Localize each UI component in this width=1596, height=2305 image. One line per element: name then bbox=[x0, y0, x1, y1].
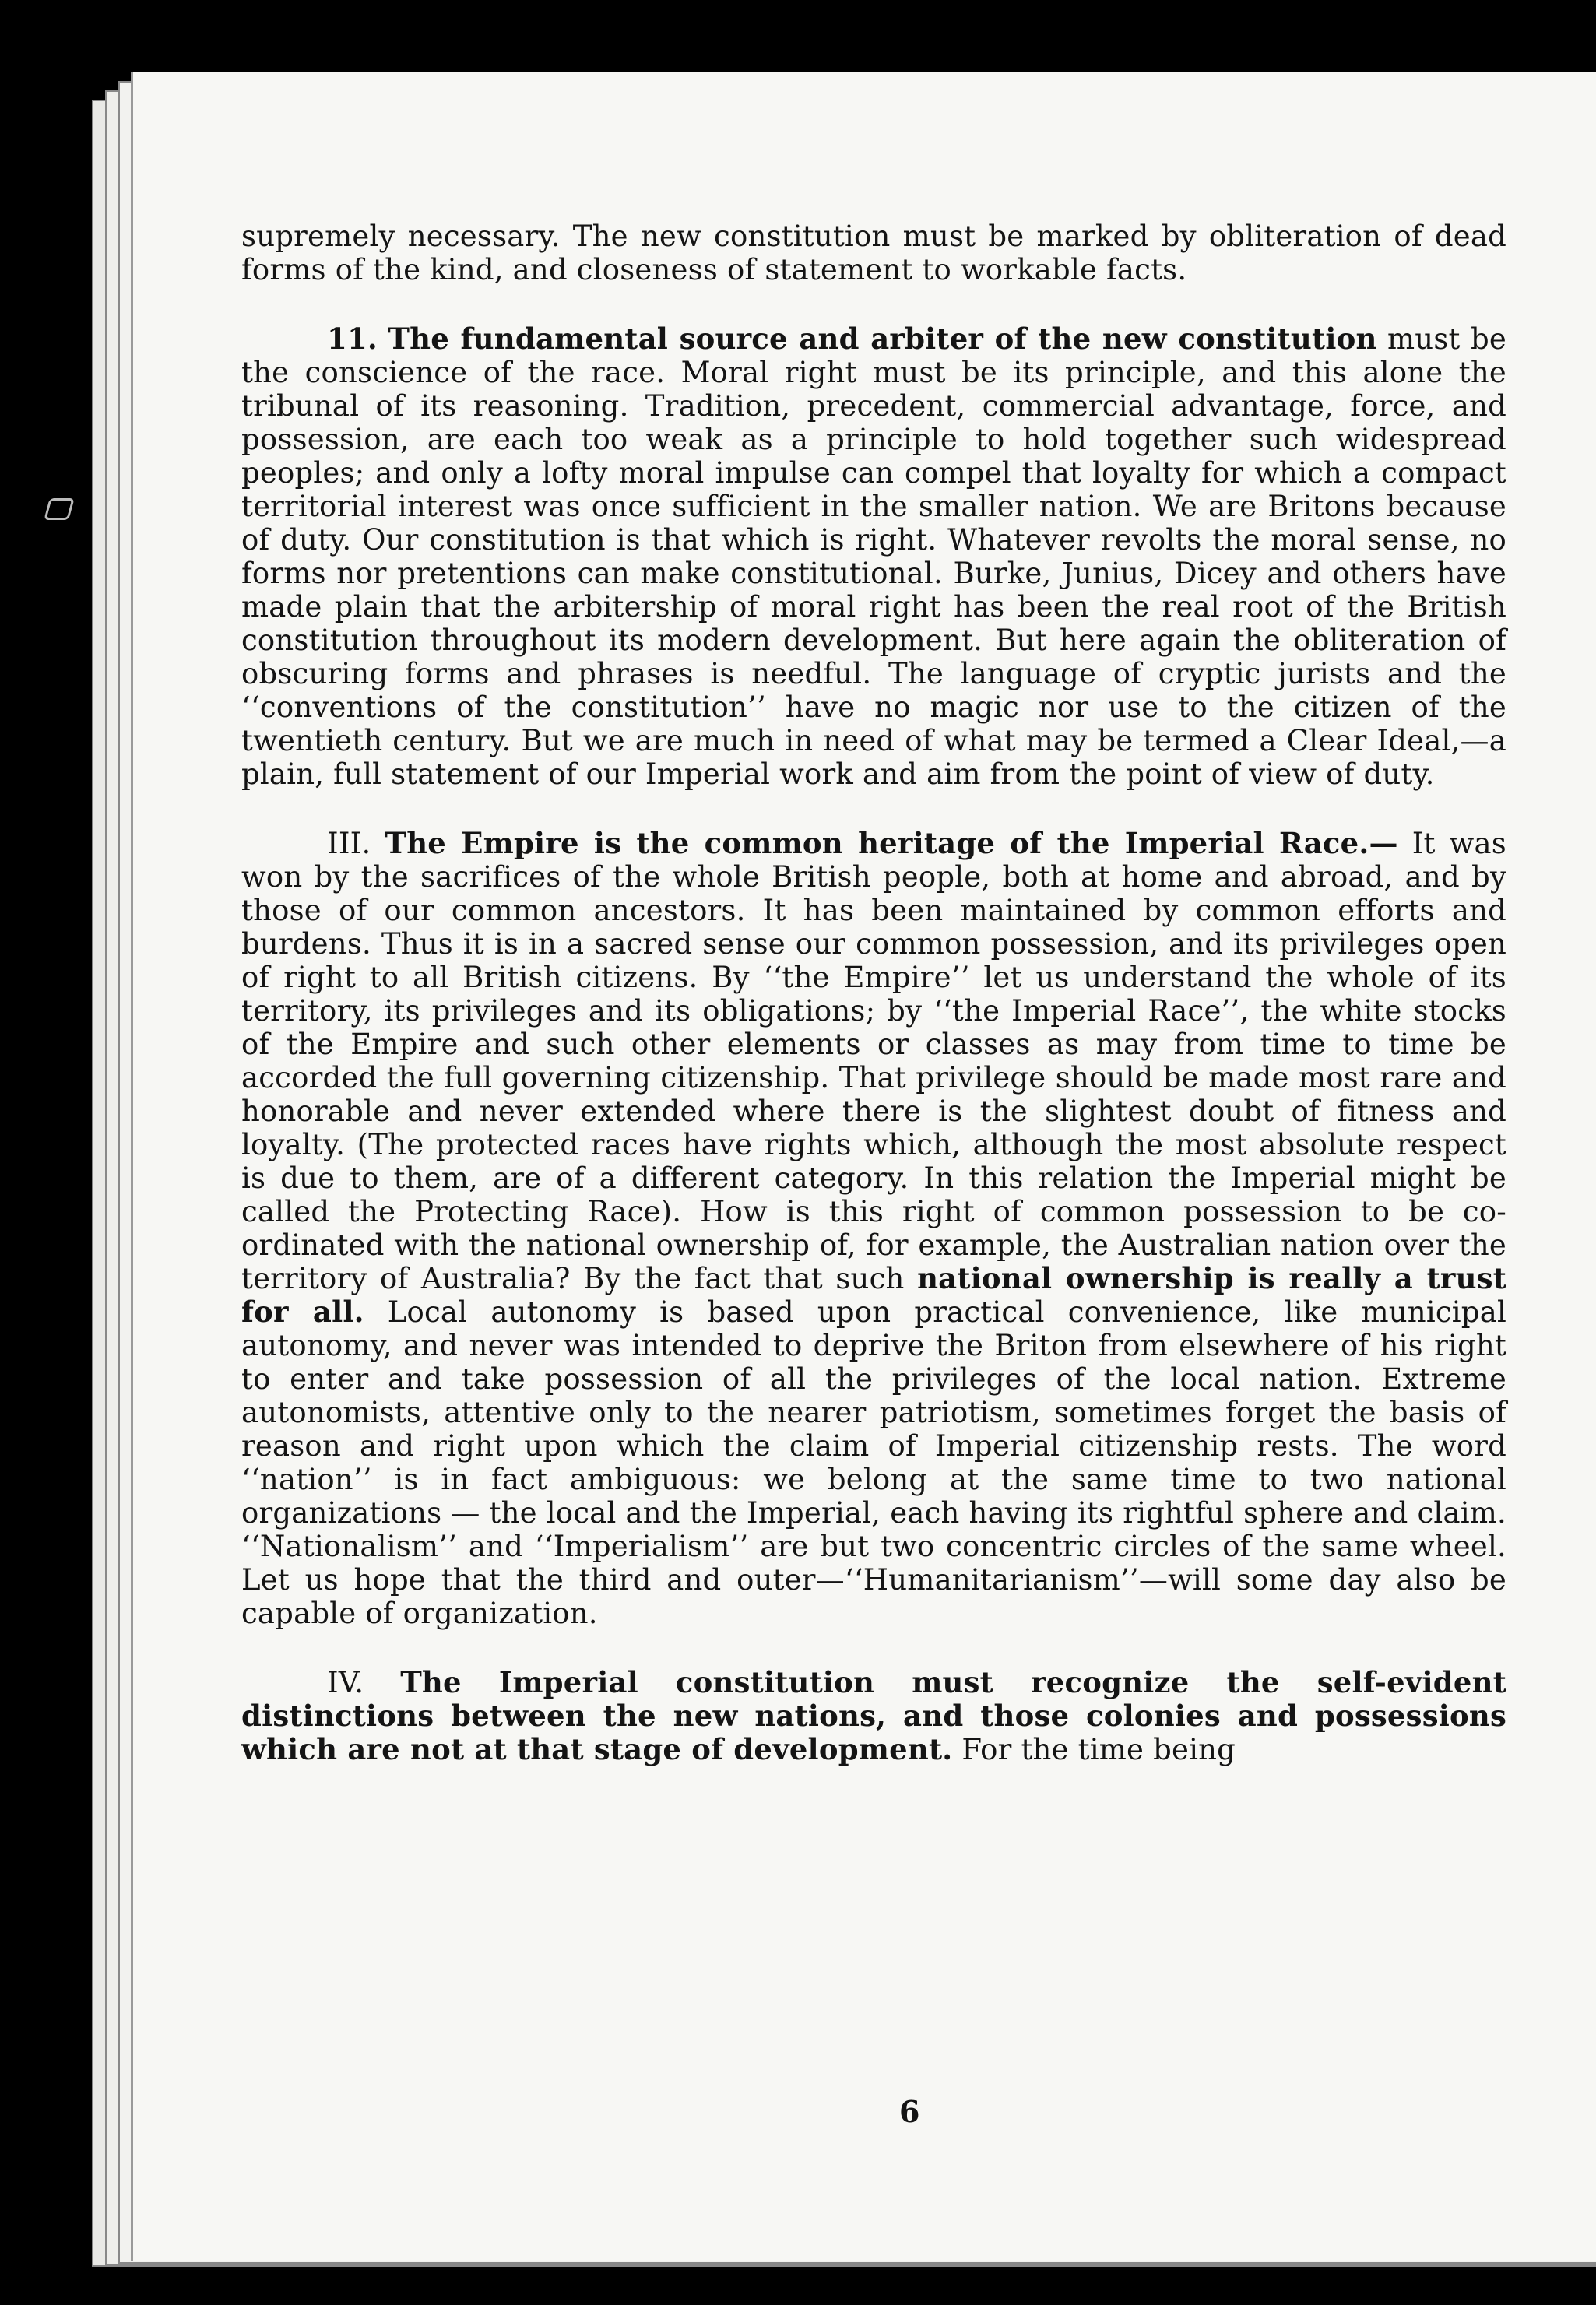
page-text bbox=[241, 220, 1506, 1766]
section-iii bbox=[241, 827, 1506, 1630]
top-paragraph: supremely necessary. The new constitution must be marked by obliteration of dead forms of the kind, and closeness of statement to workable facts. bbox=[241, 220, 1506, 286]
section-iii-body-start: It was won by the sacrifices of the whole British people, both at home and abroad, and by those of our common ancestors. It has been maintained by common efforts and burdens. Thus it is in a sacred sense our common possession, and its privileges open of right to all British citizens. By ‘‘the Empire’’ let us understand the whole of its territory, its privileges and its obligations; by ‘‘the Imperial Race’’, the white stocks of the Empire and such other elements or classes as may from time to time be accorded the full governing citizenship. That privilege should be made most rare and honorable and never extended where there is the slightest doubt of fitness and loyalty. (The protected races have rights which, although the most absolute respect is due to them, are of a different category. In this relation the Imperial might be called the Protecting Race). How is this right of common possession to be co-ordinated with the national ownership of, for example, the Australian nation over the territory of Australia? By the fact that such bbox=[241, 827, 1506, 1295]
section-ii-heading: The fundamental source and arbiter of the new constitution bbox=[388, 322, 1377, 356]
section-iv-body: For the time being bbox=[961, 1733, 1236, 1766]
section-ii-body: must be the conscience of the race. Moral right must be its principle, and this alone the tribunal of its reasoning. Tradition, precedent, commercial advantage, force, and possession, are each too weak as a principle to hold together such widespread peoples; and only a lofty moral impulse can compel that loyalty for which a compact territorial interest was once sufficient in the smaller nation. We are Britons because of duty. Our constitution is that which is right. Whatever revolts the moral sense, no forms nor pretentions can make constitutional. Burke, Junius, Dicey and others have made plain that the arbitership of moral right has been the real root of the British constitution throughout its modern development. But here again the obliteration of obscuring forms and phrases is needful. The language of cryptic jurists and the ‘‘conventions of the constitution’’ have no magic nor use to the citizen of the twentieth century. But we are much in need of what may be termed a Clear Ideal,—a plain, full statement of our Imperial work and aim from the point of view of duty. bbox=[241, 322, 1506, 791]
section-ii-numeral: 11. bbox=[327, 322, 378, 356]
section-iii-body-end: Local autonomy is based upon practical convenience, like municipal autonomy, and never was intended to deprive the Briton from elsewhere of his right to enter and take possession of all the privileges of the local nation. Extreme autonomists, attentive only to the nearer patriotism, sometimes forget the basis of reason and right upon which the claim of Imperial citizenship rests. The word ‘‘nation’’ is in fact ambiguous: we belong at the same time to two national organizations — the local and the Imperial, each having its rightful sphere and claim. ‘‘Nationalism’’ and ‘‘Imperialism’’ are but two concentric circles of the same wheel. Let us hope that the third and outer—‘‘Humanitarianism’’—will some day also be capable of organization. bbox=[241, 1295, 1506, 1630]
page-number: 6 bbox=[899, 2094, 920, 2129]
section-iii-bold-phrase: national ownership is really a trust for all. bbox=[241, 1261, 1507, 1329]
section-iv-heading: The Imperial constitution must recognize the self-evident distinctions between the new nations, and those colonies and possessions which are not at that stage of development. bbox=[241, 1665, 1506, 1766]
margin-mark-icon bbox=[44, 498, 75, 520]
section-iv-numeral: IV. bbox=[327, 1666, 364, 1699]
section-iv bbox=[241, 1666, 1506, 1766]
section-ii bbox=[241, 322, 1506, 791]
section-iii-numeral: III. bbox=[327, 827, 371, 860]
section-iii-heading: The Empire is the common heritage of the Imperial Race.— bbox=[385, 826, 1398, 860]
